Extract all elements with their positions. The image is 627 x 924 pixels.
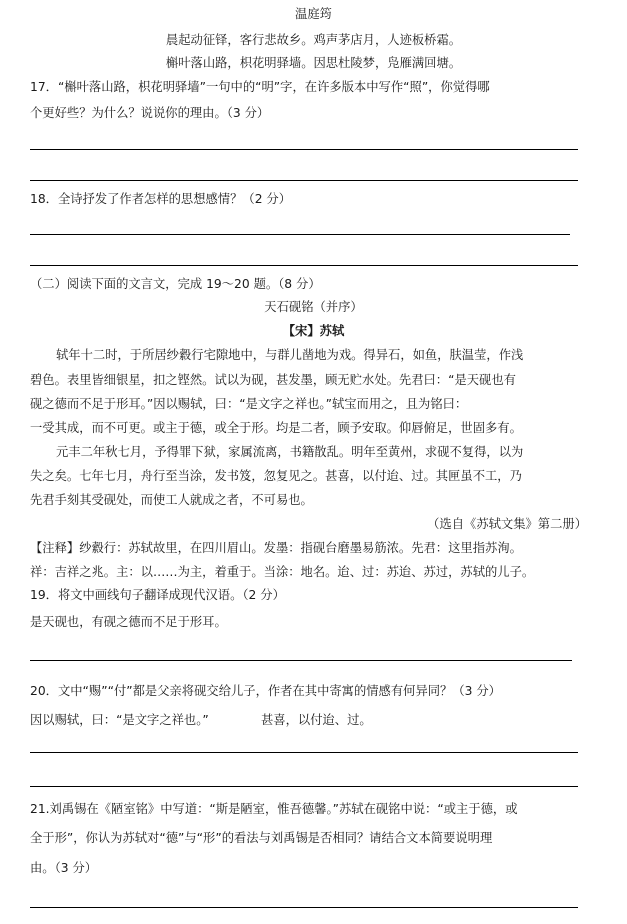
- passage-title: 天石砚铭（并序）: [264, 300, 363, 314]
- poem-author: 温庭筠: [295, 7, 332, 21]
- notes-line-1: 【注释】纱縠行：苏轼故里，在四川眉山。发墨：指砚台磨墨易筋浓。先君：这里指苏洵。: [30, 541, 522, 555]
- notes-line-2: 祥：吉祥之兆。主：以……为主，着重于。当涂：地名。迨、过：苏迨、苏过，苏轼的儿子。: [30, 565, 535, 579]
- question-21-line-2: 全于形”，你认为苏轼对“德”与“形”的看法与刘禹锡是否相同？请结合文本简要说明理: [30, 831, 493, 845]
- answer-line-17b: [30, 180, 578, 181]
- answer-line-20b: [30, 786, 578, 787]
- passage-p2-line-2: 失之矣。七年七月，舟行至当涂，发书笈，忽复见之。甚喜，以付迨、过。其匣虽不工，乃: [30, 469, 522, 483]
- question-19: 19．将文中画线句子翻译成现代汉语。（2 分）: [30, 588, 285, 602]
- question-17-line-2: 个更好些？为什么？说说你的理由。（3 分）: [30, 106, 270, 120]
- question-18: 18．全诗抒发了作者怎样的思想感情？（2 分）: [30, 192, 292, 206]
- answer-line-19: [30, 660, 572, 661]
- question-20: 20．文中“赐”“付”都是父亲将砚交给儿子，作者在其中寄寓的情感有何异同？（3 分）: [30, 684, 501, 698]
- answer-line-17a: [30, 149, 578, 150]
- passage-p1-line-4: 一受其成，而不可更。或主于德，或全于形。均是二者，顾予安取。仰唇俯足，世固多有。: [30, 421, 522, 435]
- poem-line-1: 晨起动征铎，客行悲故乡。鸡声茅店月，人迹板桥霜。: [165, 33, 462, 47]
- answer-line-18a: [30, 234, 570, 235]
- passage-p2-line-3: 先君手刻其受砚处，而使工人就成之者，不可易也。: [30, 493, 313, 507]
- answer-line-21: [30, 907, 578, 908]
- question-17-line-1: 17．“槲叶落山路，枳花明驿墙”一句中的“明”字，在许多版本中写作“照”，你觉得哪: [30, 80, 490, 94]
- passage-p1-line-2: 碧色。表里皆细银星，扣之铿然。试以为砚，甚发墨，顾无贮水处。先君曰：“是天砚也有: [30, 373, 516, 387]
- poem-line-2: 槲叶落山路，枳花明驿墙。因思杜陵梦，凫雁满回塘。: [165, 56, 462, 70]
- question-20-quote-2: 甚喜，以付迨、过。: [261, 713, 372, 727]
- question-21-line-1: 21.刘禹锡在《陋室铭》中写道：“斯是陋室，惟吾德馨。”苏轼在砚铭中说：“或主于德，或: [30, 802, 518, 816]
- question-21-line-3: 由。（3 分）: [30, 861, 98, 875]
- passage-p2-line-1: 元丰二年秋七月，予得罪下狱，家属流离，书籍散乱。明年至黄州，求砚不复得，以为: [56, 445, 524, 459]
- answer-line-20a: [30, 752, 578, 753]
- passage-author: 【宋】苏轼: [282, 324, 345, 338]
- question-20-quote-1: 因以赐轼，曰：“是文字之祥也。”: [30, 713, 209, 727]
- passage-source: （选自《苏轼文集》第二册）: [427, 517, 587, 531]
- passage-p1-line-1: 轼年十二时，于所居纱縠行宅隙地中，与群儿凿地为戏。得异石，如鱼，肤温莹，作浅: [56, 348, 524, 362]
- passage-p1-line-3: 砚之德而不足于形耳。”因以赐轼，曰：“是文字之祥也。”轼宝而用之，且为铭曰：: [30, 397, 468, 411]
- answer-line-18b: [30, 265, 578, 266]
- question-19-sentence: 是天砚也，有砚之德而不足于形耳。: [30, 615, 227, 629]
- section-2-heading: （二）阅读下面的文言文，完成 19～20 题。（8 分）: [30, 277, 321, 291]
